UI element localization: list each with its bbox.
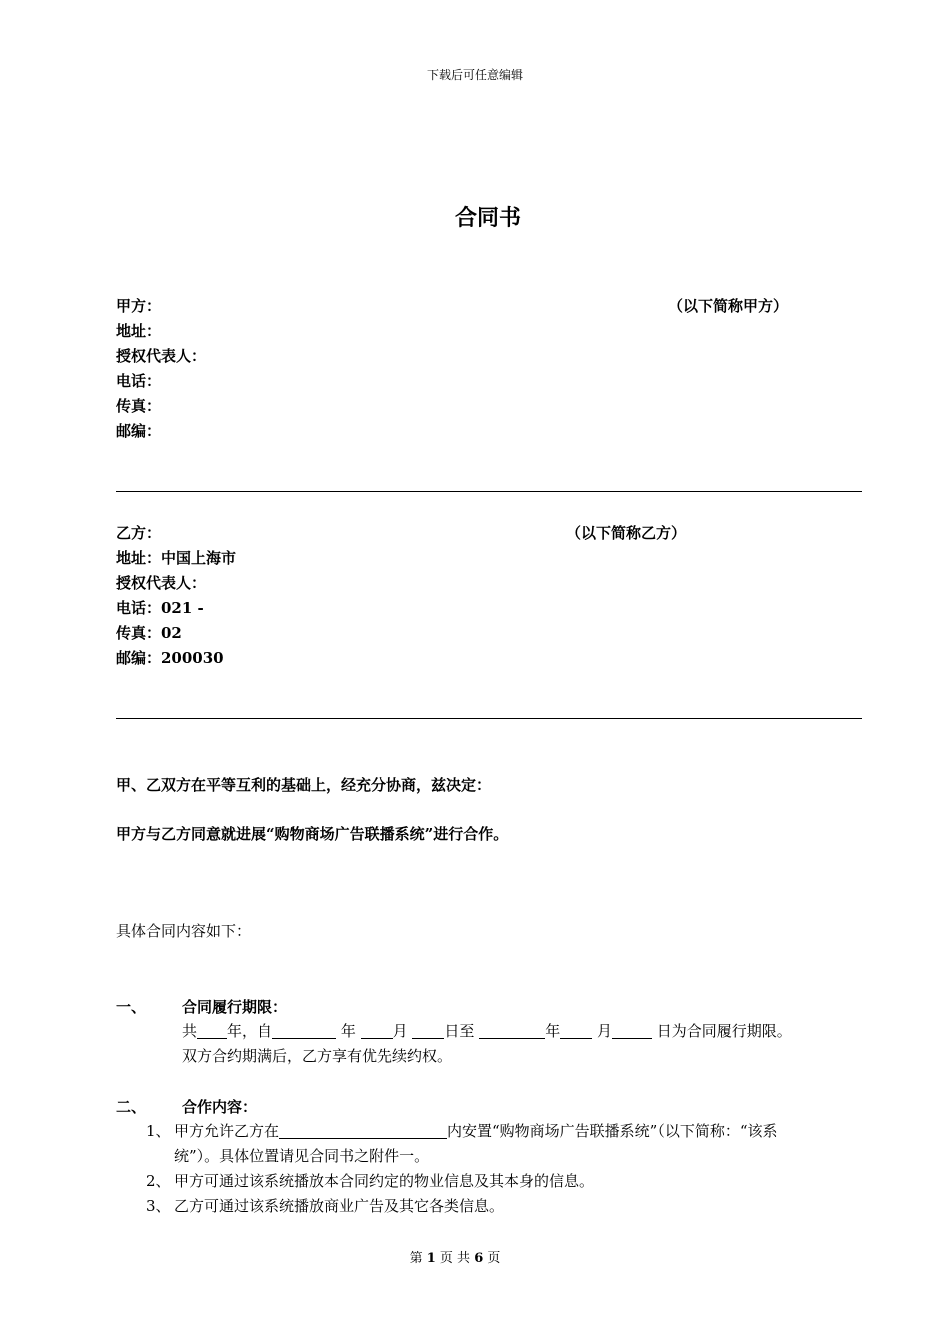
party-a-fax: 传真： — [116, 397, 162, 415]
term-text: 年 — [340, 1022, 356, 1040]
party-a-label: 甲方： — [116, 297, 162, 315]
party-a-postcode: 邮编： — [116, 422, 162, 440]
footer-text: 页 共 — [439, 1251, 471, 1266]
party-b-fax: 传真：02 — [116, 624, 182, 642]
list-item-number: 3、 — [146, 1197, 171, 1215]
party-a-representative: 授权代表人： — [116, 347, 207, 365]
document-title: 合同书 — [454, 205, 521, 231]
location-blank[interactable] — [279, 1123, 447, 1139]
page-header-note: 下载后可任意编辑 — [426, 68, 523, 82]
list-item: 甲方可通过该系统播放本合同约定的物业信息及其本身的信息。 — [174, 1172, 595, 1190]
party-a-phone: 电话： — [116, 372, 162, 390]
party-b-alias: （以下简称乙方） — [566, 524, 687, 542]
section-1-number: 一、 — [116, 998, 147, 1016]
list-item-continuation: 统”）。具体位置请见合同书之附件一。 — [174, 1147, 430, 1165]
party-a-alias: （以下简称甲方） — [668, 297, 789, 315]
renewal-clause: 双方合约期满后，乙方享有优先续约权。 — [182, 1047, 453, 1065]
page-number: 1 — [426, 1251, 436, 1266]
start-day-blank[interactable] — [412, 1023, 444, 1039]
contract-term-line — [182, 1020, 792, 1041]
term-text: 月 — [597, 1022, 613, 1040]
list-item: 乙方可通过该系统播放商业广告及其它各类信息。 — [174, 1197, 505, 1215]
list-item — [174, 1120, 778, 1141]
term-text: 年 — [545, 1022, 561, 1040]
start-month-blank[interactable] — [361, 1023, 393, 1039]
list-item-number: 1、 — [146, 1122, 171, 1140]
term-text: 共 — [182, 1022, 198, 1040]
page-total: 6 — [474, 1251, 484, 1266]
party-b-address: 地址：中国上海市 — [116, 549, 237, 567]
list-item-text: 甲方允许乙方在 — [174, 1122, 280, 1140]
divider-line — [116, 718, 862, 719]
party-b-label: 乙方： — [116, 524, 162, 542]
content-intro: 具体合同内容如下： — [116, 922, 252, 940]
section-2-number: 二、 — [116, 1098, 147, 1116]
term-text: 月 — [392, 1022, 408, 1040]
end-year-blank[interactable] — [479, 1023, 545, 1039]
start-year-blank[interactable] — [272, 1023, 336, 1039]
section-1-heading: 合同履行期限： — [182, 998, 288, 1016]
end-month-blank[interactable] — [560, 1023, 592, 1039]
party-b-postcode: 邮编：200030 — [116, 649, 224, 667]
years-blank[interactable] — [197, 1023, 227, 1039]
intro-line-1: 甲、乙双方在平等互利的基础上，经充分协商，兹决定： — [116, 776, 492, 794]
list-item-number: 2、 — [146, 1172, 171, 1190]
term-text: 日至 — [444, 1022, 475, 1040]
footer-text: 第 — [409, 1251, 423, 1266]
end-day-blank[interactable] — [612, 1023, 652, 1039]
party-b-representative: 授权代表人： — [116, 574, 207, 592]
list-item-text: 内安置“购物商场广告联播系统”（以下简称：“该系 — [447, 1122, 778, 1140]
intro-line-2: 甲方与乙方同意就进展“购物商场广告联播系统”进行合作。 — [116, 825, 509, 843]
page-footer — [0, 1247, 910, 1266]
party-a-address: 地址： — [116, 322, 162, 340]
footer-text: 页 — [487, 1251, 501, 1266]
section-2-heading: 合作内容： — [182, 1098, 258, 1116]
party-b-phone: 电话：021 - — [116, 599, 204, 617]
term-text: 日为合同履行期限。 — [656, 1022, 792, 1040]
divider-line — [116, 491, 862, 492]
term-text: 年，自 — [227, 1022, 273, 1040]
